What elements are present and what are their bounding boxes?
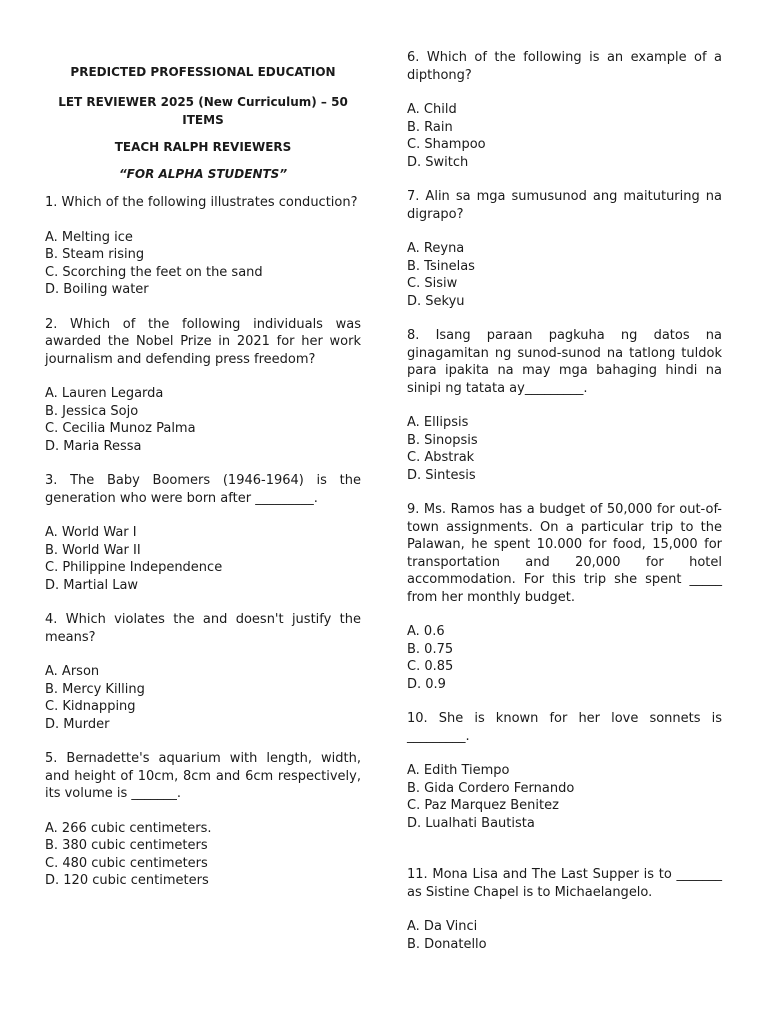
- option-list: [45, 663, 361, 733]
- question-text: 2. Which of the following individuals was awarded the Nobel Prize in 2021 for her work journalism and defending press freedom?: [45, 316, 361, 367]
- option: A. World War I: [45, 525, 137, 540]
- question-1: [45, 194, 361, 299]
- option-list: [45, 820, 361, 890]
- option: A. Melting ice: [45, 229, 133, 245]
- header-title: PREDICTED PROFESSIONAL EDUCATION: [70, 65, 336, 79]
- question-text: 6. Which of the following is an example of a dipthong?: [407, 50, 722, 83]
- question-text: 9. Ms. Ramos has a budget of 50,000 for out-of-town assignments. On a particular trip to the Palawan, he spent 10.000 for food, 15,000 for transportation and 20,000 for hotel accommodation. For this trip she spent _____ from her monthly budget.: [407, 502, 722, 605]
- option: C. Abstrak: [407, 450, 475, 465]
- question-text: 4. Which violates the and doesn't justify the means?: [45, 612, 361, 645]
- option: A. Edith Tiempo: [407, 763, 510, 778]
- option: B. Rain: [407, 119, 453, 135]
- option-list: [407, 240, 722, 310]
- option: A. 266 cubic centimeters.: [45, 820, 212, 836]
- option: D. Sintesis: [407, 467, 476, 483]
- option: B. Donatello: [407, 936, 487, 952]
- question-10: [407, 710, 722, 832]
- option: C. 480 cubic centimeters: [45, 855, 208, 871]
- option: A. Child: [407, 102, 457, 117]
- question-text: 1. Which of the following illustrates conduction?: [45, 195, 358, 210]
- option: C. Cecilia Munoz Palma: [45, 421, 196, 436]
- header-author: TEACH RALPH REVIEWERS: [114, 140, 292, 154]
- option-list: [45, 229, 361, 299]
- question-2: [45, 316, 361, 456]
- question-11: [407, 866, 722, 953]
- option-list: [45, 385, 361, 455]
- option: D. Boiling water: [45, 282, 149, 297]
- question-text: 3. The Baby Boomers (1946-1964) is the generation who were born after _________.: [45, 473, 361, 506]
- option: C. Scorching the feet on the sand: [45, 264, 263, 280]
- option: C. Philippine Independence: [45, 560, 223, 575]
- question-6: [407, 49, 722, 171]
- option: D. Sekyu: [407, 293, 465, 309]
- option: B. Mercy Killing: [45, 681, 145, 697]
- option: B. Sinopsis: [407, 432, 478, 448]
- option: B. 0.75: [407, 641, 454, 657]
- header-subtitle: LET REVIEWER 2025 (New Curriculum) – 50 ITEMS: [58, 95, 348, 127]
- option: B. Steam rising: [45, 247, 145, 262]
- option-list: [407, 623, 722, 693]
- question-text: 7. Alin sa mga sumusunod ang maituturing na digrapo?: [407, 189, 722, 222]
- question-8: [407, 327, 722, 484]
- option: D. Maria Ressa: [45, 438, 142, 454]
- option: A. Da Vinci: [407, 919, 478, 934]
- question-4: [45, 611, 361, 733]
- option: D. 120 cubic centimeters: [45, 873, 209, 888]
- question-7: [407, 188, 722, 310]
- option: D. 0.9: [407, 676, 446, 692]
- option: D. Murder: [45, 716, 110, 732]
- option: B. World War II: [45, 542, 141, 558]
- option: B. Jessica Sojo: [45, 403, 139, 419]
- option: D. Switch: [407, 154, 469, 170]
- option: D. Martial Law: [45, 577, 139, 593]
- option: B. Gida Cordero Fernando: [407, 780, 575, 796]
- question-5: [45, 750, 361, 890]
- header-tagline: “FOR ALPHA STUDENTS”: [118, 167, 288, 181]
- option: A. Arson: [45, 664, 100, 679]
- option: C. Shampoo: [407, 137, 486, 152]
- option-list: [407, 762, 722, 832]
- left-column: [45, 63, 361, 907]
- question-9: [407, 501, 722, 693]
- option-list: [45, 524, 361, 594]
- question-text: 11. Mona Lisa and The Last Supper is to _______ as Sistine Chapel is to Michaelangelo.: [407, 867, 722, 900]
- question-text: 8. Isang paraan pagkuha ng datos na ginagamitan ng sunod-sunod na tatlong tuldok para ipakita na may mga bahaging hindi na sinipi ng tatata ay_________.: [407, 328, 722, 396]
- option: B. Tsinelas: [407, 258, 475, 274]
- option: C. Paz Marquez Benitez: [407, 798, 559, 813]
- option: C. Sisiw: [407, 276, 458, 291]
- option-list: [407, 101, 722, 171]
- option: A. 0.6: [407, 624, 445, 639]
- option: A. Lauren Legarda: [45, 386, 164, 401]
- question-text: 10. She is known for her love sonnets is _________.: [407, 711, 722, 744]
- option: A. Reyna: [407, 241, 465, 256]
- option: D. Lualhati Bautista: [407, 815, 535, 831]
- option-list: [407, 414, 722, 484]
- option: C. 0.85: [407, 659, 454, 674]
- question-3: [45, 472, 361, 594]
- right-column: [407, 49, 722, 970]
- option: A. Ellipsis: [407, 415, 469, 430]
- option-list: [407, 918, 722, 953]
- question-text: 5. Bernadette's aquarium with length, width, and height of 10cm, 8cm and 6cm respectively, its volume is _______.: [45, 751, 361, 801]
- option: C. Kidnapping: [45, 699, 136, 714]
- option: B. 380 cubic centimeters: [45, 838, 208, 853]
